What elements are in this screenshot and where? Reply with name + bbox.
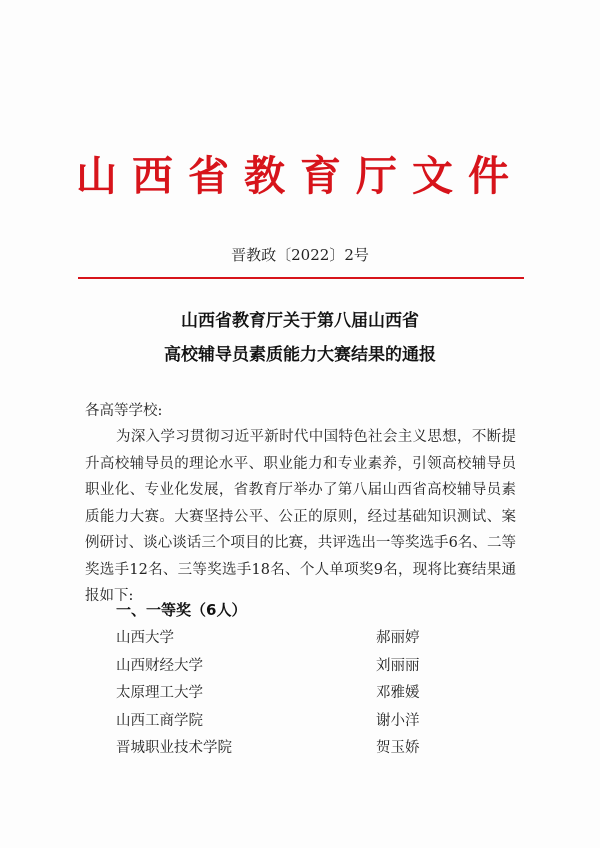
body-paragraph: 为深入学习贯彻习近平新时代中国特色社会主义思想，不断提升高校辅导员的理论水平、职业能力和专业素养，引领高校辅导员职业化、专业化发展，省教育厅举办了第八届山西省高校辅导员素质能力大赛。大赛坚持公平、公正的原则，经过基础知识测试、案例研讨、谈心谈话三个项目的比赛，共评选出一等奖选手6名、二等奖选手12名、三等奖选手18名、个人单项奖9名，现将比赛结果通报如下:	[85, 429, 516, 604]
winner-list	[116, 623, 436, 761]
winner-school: 太原理工大学	[116, 685, 203, 702]
winner-name: 刘丽丽	[376, 657, 420, 674]
winner-school: 晋城职业技术学院	[116, 740, 232, 757]
winner-name: 邓雅媛	[376, 685, 420, 702]
winner-name: 郝丽婷	[376, 630, 420, 647]
document-title-line-2: 高校辅导员素质能力大赛结果的通报	[164, 345, 436, 365]
winner-school: 山西工商学院	[116, 712, 203, 729]
list-item	[116, 623, 436, 651]
section-heading-first-prize: 一、一等奖（6人）	[116, 601, 247, 619]
winner-name: 贺玉娇	[376, 740, 420, 757]
list-item	[116, 733, 436, 761]
document-banner: 山西省教育厅文件	[76, 152, 524, 200]
document-number: 晋教政〔2022〕2号	[231, 246, 369, 264]
salutation: 各高等学校:	[85, 403, 163, 419]
document-title-line-1: 山西省教育厅关于第八届山西省	[181, 311, 419, 331]
winner-school: 山西大学	[116, 630, 174, 647]
winner-name: 谢小洋	[376, 712, 420, 729]
list-item	[116, 651, 436, 679]
winner-school: 山西财经大学	[116, 657, 203, 674]
list-item	[116, 678, 436, 706]
list-item	[116, 706, 436, 734]
red-divider-line	[78, 277, 524, 279]
